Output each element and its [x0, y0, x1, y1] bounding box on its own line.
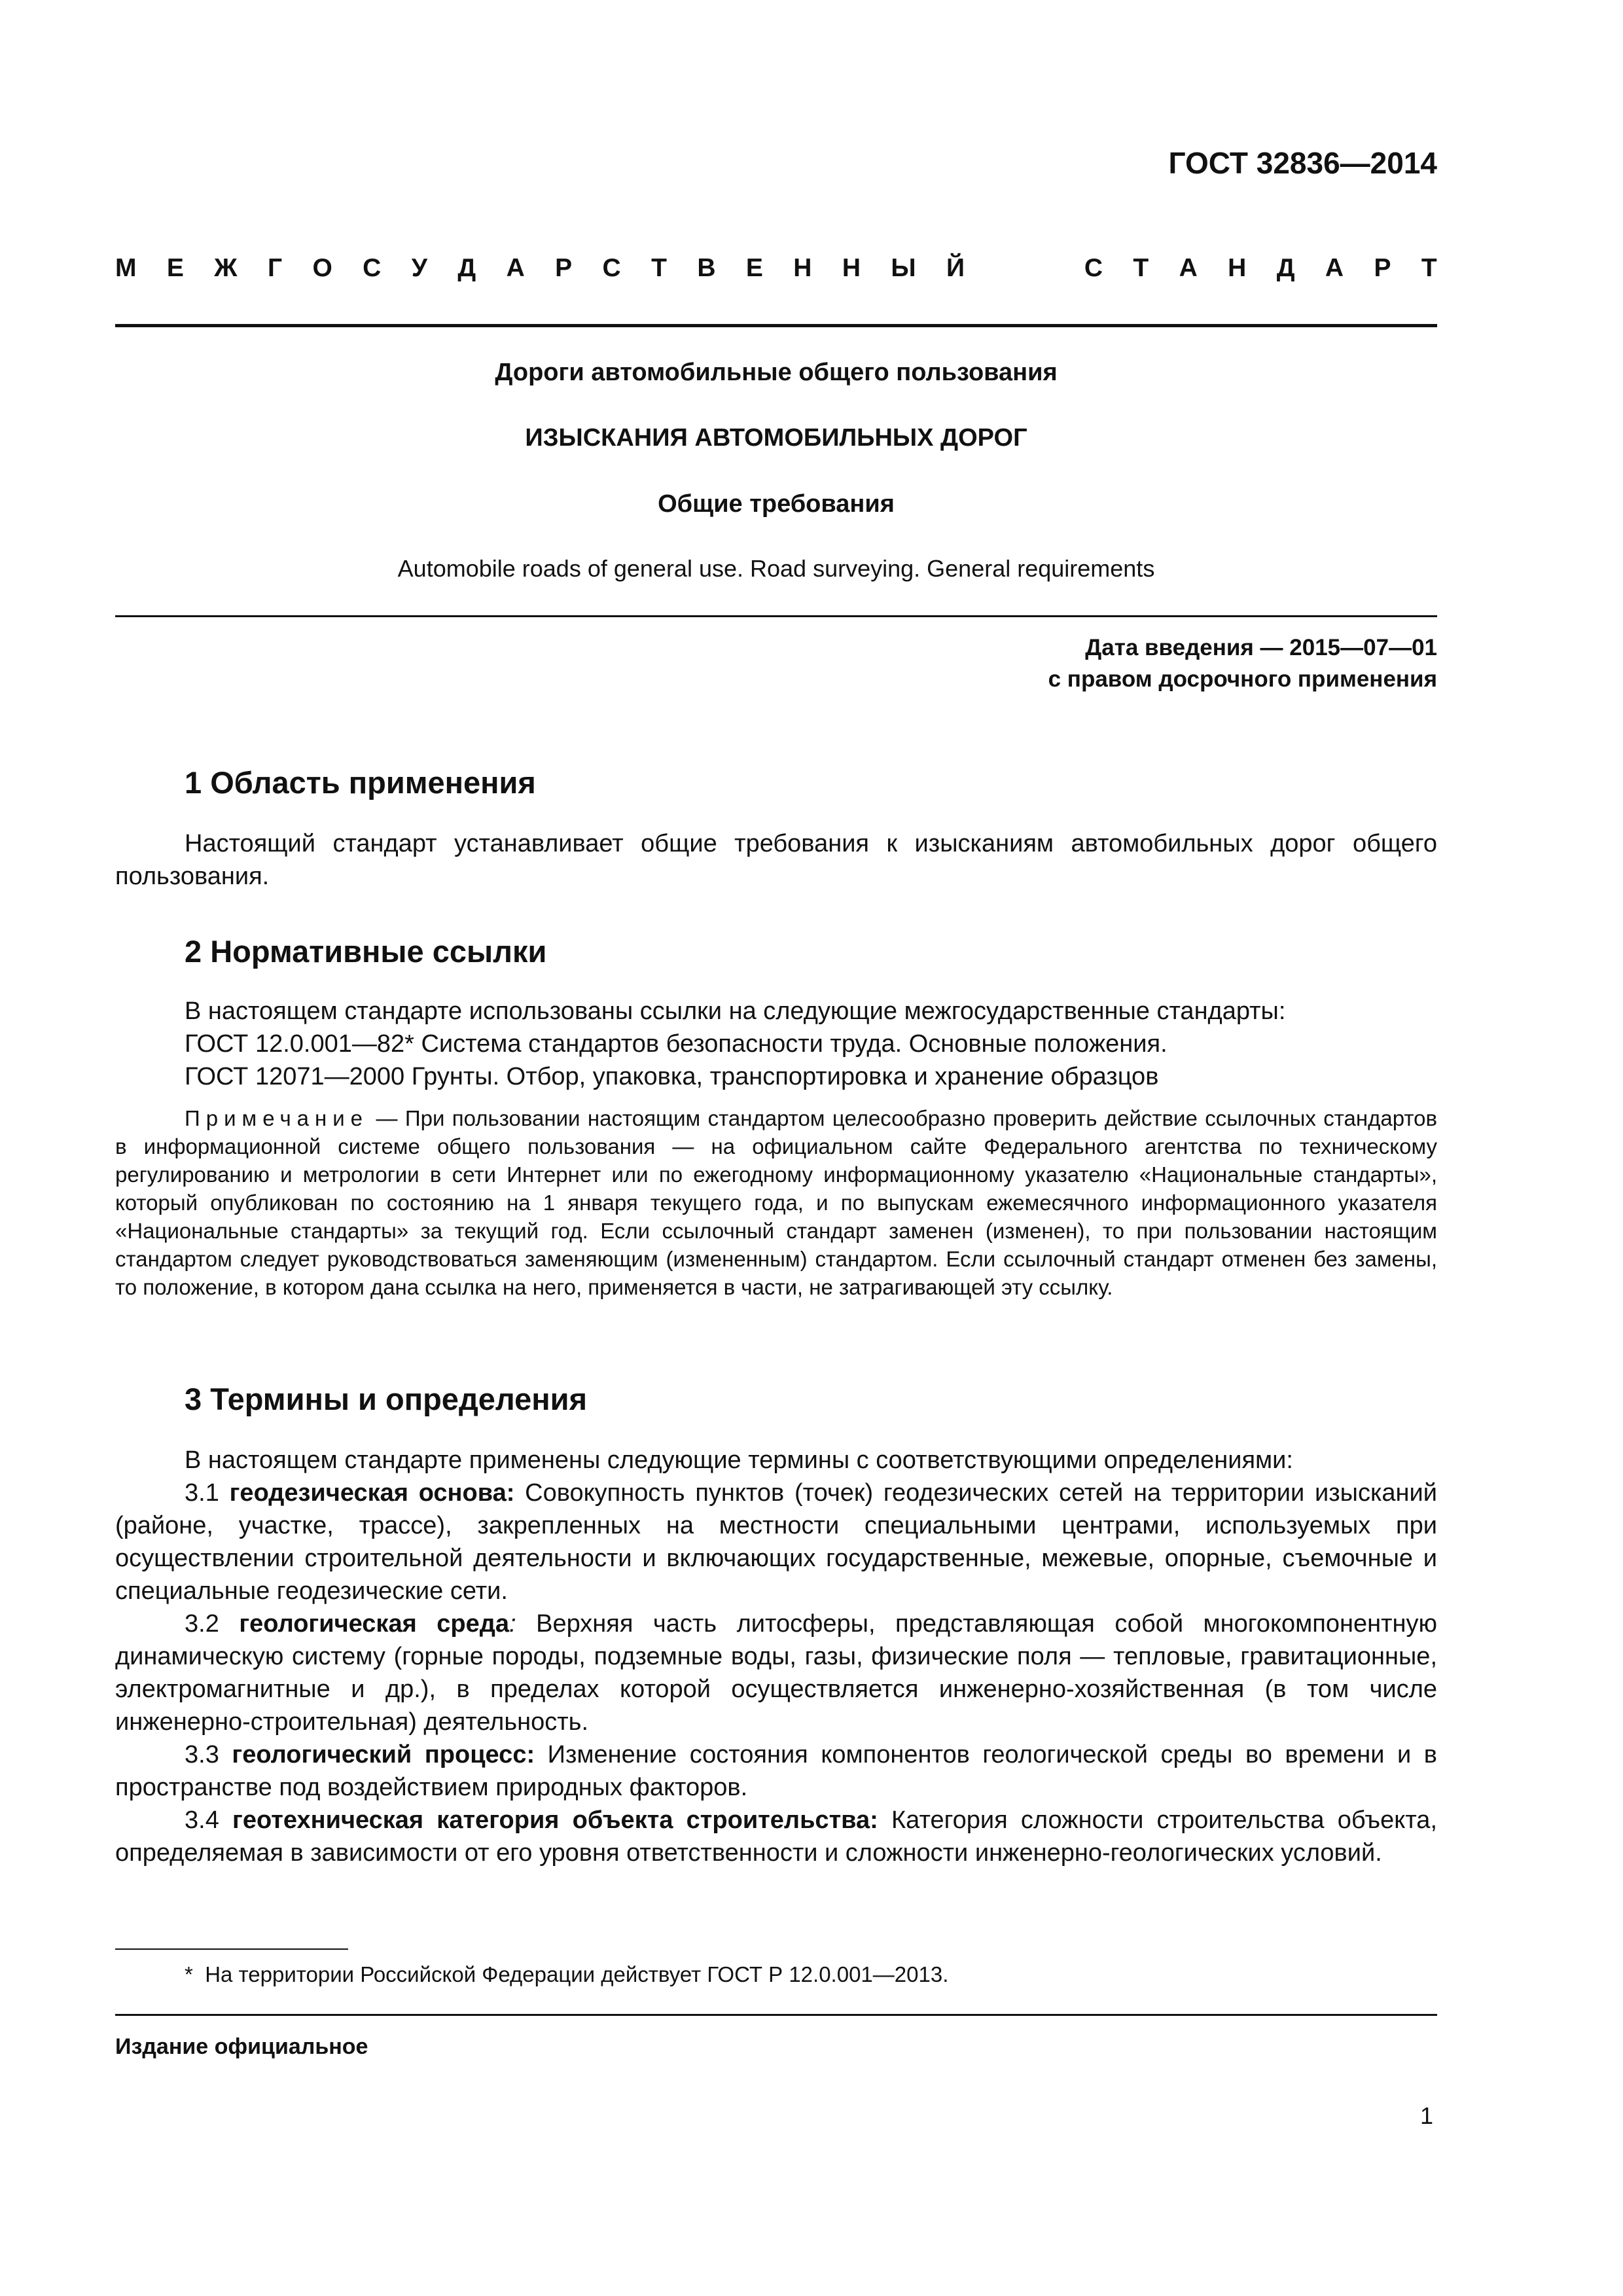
english-title: Automobile roads of general use. Road surveying. General requirements	[397, 555, 1155, 582]
references-intro-text: В настоящем стандарте использованы ссылки на следующие межгосударственные стандарты:	[185, 997, 1286, 1025]
section-1-heading: 1 Область применения	[185, 765, 536, 800]
early-application-line: с правом досрочного применения	[1048, 666, 1437, 692]
banner-letter: Ы	[891, 254, 916, 282]
title-line-1: Дороги автомобильные общего пользования	[495, 359, 1058, 386]
banner-letter: Н	[793, 254, 812, 282]
term-definition	[115, 1738, 1437, 1804]
term-number: 3.3	[185, 1741, 232, 1768]
footnote-mark: *	[185, 1962, 193, 1986]
references-note	[115, 1104, 1437, 1301]
banner-letter: Г	[267, 254, 283, 282]
footnote	[185, 1962, 948, 1987]
banner-letter: Т	[1421, 254, 1437, 282]
terms-intro-text: В настоящем стандарте применены следующие термины с соответствующими определениями:	[185, 1446, 1293, 1474]
references-intro	[115, 995, 1437, 1028]
banner-letter: Р	[1374, 254, 1391, 282]
gost-number: ГОСТ 32836—2014	[1168, 146, 1437, 180]
term-name: геодезическая основа:	[229, 1479, 515, 1507]
term-definition	[115, 1804, 1437, 1869]
banner-letter: Д	[457, 254, 476, 282]
banner-letter: М	[115, 254, 137, 282]
section-3-heading: 3 Термины и определения	[185, 1382, 587, 1416]
title-line-2: ИЗЫСКАНИЯ АВТОМОБИЛЬНЫХ ДОРОГ	[525, 424, 1027, 452]
term-definition	[115, 1477, 1437, 1607]
banner-letter: О	[312, 254, 332, 282]
banner-letter: Е	[166, 254, 184, 282]
term-description: Категория сложности строительства объекта, определяемая в зависимости от его уровня ответственности и сложности инженерно-геологических условий.	[115, 1806, 1437, 1867]
reference-item	[115, 1028, 1437, 1060]
official-edition-label: Издание официальное	[115, 2034, 368, 2059]
term-description: Изменение состояния компонентов геологической среды во времени и в пространстве под воздействием природных факторов.	[115, 1741, 1437, 1801]
term-colon: :	[509, 1610, 516, 1638]
banner-letter: Е	[745, 254, 763, 282]
banner-letter: А	[506, 254, 525, 282]
title-line-3: Общие требования	[658, 490, 895, 518]
banner-letter: У	[411, 254, 427, 282]
banner-letter: А	[1179, 254, 1198, 282]
reference-item	[115, 1060, 1437, 1093]
banner-letter: Р	[555, 254, 573, 282]
banner-letter: С	[1084, 254, 1103, 282]
banner-letter: С	[602, 254, 621, 282]
footnote-divider	[115, 1948, 348, 1950]
term-definition	[115, 1607, 1437, 1738]
banner-letter: В	[697, 254, 716, 282]
introduction-date-line: Дата введения — 2015—07—01	[1085, 635, 1437, 660]
section-3-body	[115, 1444, 1437, 1869]
footnote-text: На территории Российской Федерации действует ГОСТ Р 12.0.001—2013.	[205, 1962, 949, 1986]
term-name: геотехническая категория объекта строительства:	[232, 1806, 878, 1834]
term-number: 3.4	[185, 1806, 233, 1834]
section-2-heading: 2 Нормативные ссылки	[185, 934, 547, 969]
term-description: Совокупность пунктов (точек) геодезических сетей на территории изысканий (районе, участке, трассе), закрепленных на местности специальными центрами, используемых при осуществлении строительной деятельности и включающих государственные, межевые, опорные, съемочные и специальные геодезические сети.	[115, 1479, 1438, 1605]
note-text: — При пользовании настоящим стандартом целесообразно проверить действие ссылочных стандартов в информационной системе общего пользования — на официальном сайте Федерального агентства по техническому регулированию и метрологии в сети Интернет или по ежегодному информационному указателю «Национальные стандарты», который опубликован по состоянию на 1 января текущего года, и по выпускам ежемесячного информационного указателя «Национальные стандарты» за текущий год. Если ссылочный стандарт заменен (изменен), то при пользовании настоящим стандартом следует руководствоваться заменяющим (измененным) стандартом. Если ссылочный стандарт отменен без замены, то положение, в котором дана ссылка на него, применяется в части, не затрагивающей эту ссылку.	[115, 1106, 1437, 1299]
reference-item-text: ГОСТ 12071—2000 Грунты. Отбор, упаковка, транспортировка и хранение образцов	[185, 1063, 1159, 1090]
term-number: 3.1	[185, 1479, 230, 1507]
banner-letter: Т	[1133, 254, 1149, 282]
banner-letter: Т	[651, 254, 667, 282]
term-name: геологическая среда	[239, 1610, 510, 1638]
introduction-date	[1048, 632, 1437, 695]
banner-letter: А	[1325, 254, 1344, 282]
note-label: Примечание	[185, 1106, 369, 1130]
banner-letter: Д	[1276, 254, 1295, 282]
terms-intro	[115, 1444, 1437, 1477]
section-1-text: Настоящий стандарт устанавливает общие требования к изысканиям автомобильных дорог общего пользования.	[115, 830, 1437, 890]
banner-letter: Й	[946, 254, 965, 282]
term-number: 3.2	[185, 1610, 240, 1638]
section-2-body	[115, 995, 1437, 1093]
banner-letter: Н	[842, 254, 861, 282]
interstate-standard-banner	[115, 254, 1437, 283]
banner-letter: Н	[1228, 254, 1247, 282]
title-divider	[115, 615, 1437, 617]
reference-item-text: ГОСТ 12.0.001—82* Система стандартов безопасности труда. Основные положения.	[185, 1030, 1168, 1058]
footer-divider	[115, 2014, 1437, 2016]
banner-gap	[995, 254, 1054, 283]
header-divider	[115, 324, 1437, 327]
term-description: Верхняя часть литосферы, представляющая собой многокомпонентную динамическую систему (горные породы, подземные воды, газы, физические поля — тепловые, гравитационные, электромагнитные и др.), в пределах которой осуществляется инженерно-хозяйственная (в том числе инженерно-строительная) деятельность.	[115, 1610, 1437, 1736]
term-name: геологический процесс:	[232, 1741, 535, 1768]
banner-letter: Ж	[214, 254, 238, 282]
section-1-paragraph	[115, 827, 1437, 893]
banner-letter: С	[363, 254, 382, 282]
page-number: 1	[1419, 2102, 1433, 2129]
